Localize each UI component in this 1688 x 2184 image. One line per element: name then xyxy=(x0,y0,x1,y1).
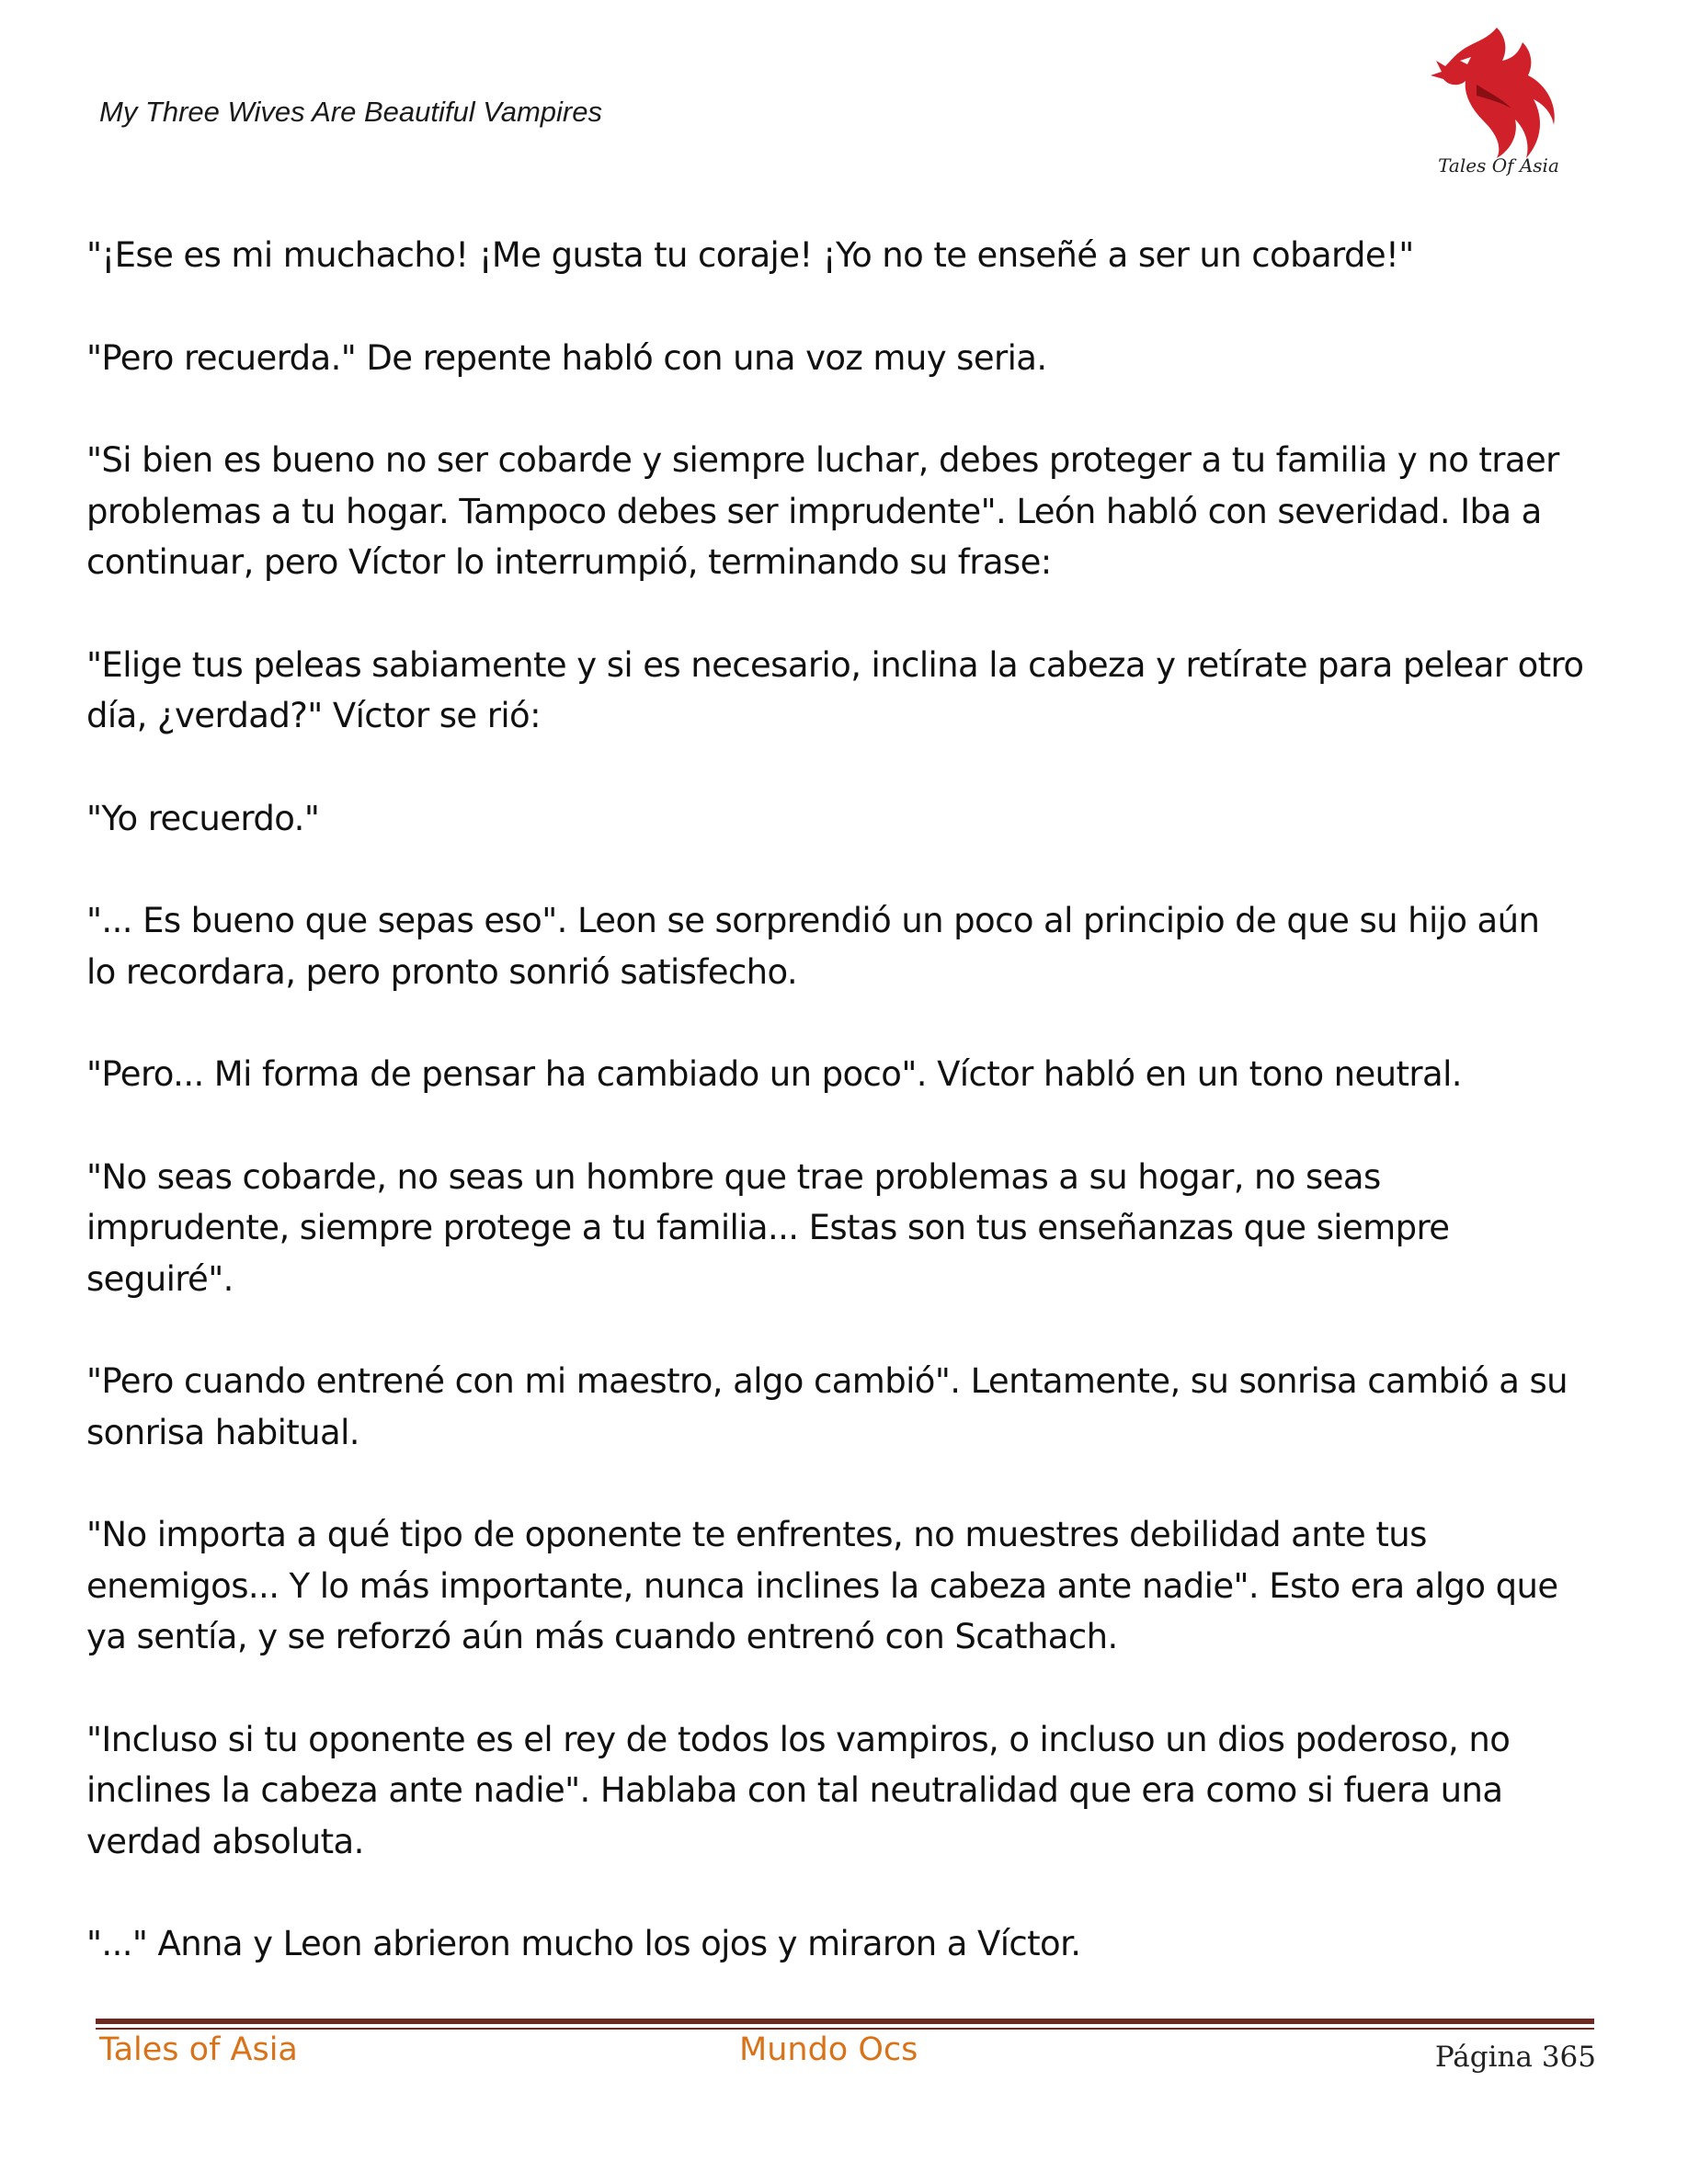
paragraph: "Incluso si tu oponente es el rey de todos los vampiros, o incluso un dios poderoso, no inclines la cabeza ante nadie". Hablaba con tal neutralidad que era como si fuera una verdad absoluta. xyxy=(86,1719,1511,1861)
paragraph: "Si bien es bueno no ser cobarde y siempre luchar, debes proteger a tu familia y no traer problemas a tu hogar. Tampoco debes ser imprudente". León habló con severidad. Iba a continuar, pero Víctor lo interrumpió, terminando su frase: xyxy=(86,440,1559,582)
paragraph: "Elige tus peleas sabiamente y si es necesario, inclina la cabeza y retírate para pelear otro día, ¿verdad?" Víctor se rió: xyxy=(86,644,1584,735)
paragraph: "..." Anna y Leon abrieron mucho los ojos y miraron a Víctor. xyxy=(86,1924,1081,1963)
footer-divider-thin xyxy=(96,2028,1594,2030)
paragraph: "¡Ese es mi muchacho! ¡Me gusta tu coraje! ¡Yo no te enseñé a ser un cobarde!" xyxy=(86,235,1414,275)
paragraph: "No importa a qué tipo de oponente te enfrentes, no muestres debilidad ante tus enemigos... Y lo más importante, nunca inclines la cabeza ante nadie". Esto era algo que ya sentía, y se reforzó aún más cuando entrenó con Scathach. xyxy=(86,1515,1558,1656)
paragraph: "... Es bueno que sepas eso". Leon se sorprendió un poco al principio de que su hijo aún lo recordara, pero pronto sonrió satisfecho. xyxy=(86,901,1540,992)
chapter-text xyxy=(86,230,1603,2021)
footer-group-name: Mundo Ocs xyxy=(739,2031,918,2068)
logo-text: Tales Of Asia xyxy=(1438,154,1559,176)
footer-divider xyxy=(96,2019,1594,2024)
header-title: My Three Wives Are Beautiful Vampires xyxy=(99,96,602,128)
paragraph: "Yo recuerdo." xyxy=(86,798,320,838)
paragraph: "Pero recuerda." De repente habló con una voz muy seria. xyxy=(86,337,1047,378)
footer-site-name: Tales of Asia xyxy=(99,2031,298,2068)
paragraph: "No seas cobarde, no seas un hombre que trae problemas a su hogar, no seas imprudente, siempre protege a tu familia... Estas son tus enseñanzas que siempre seguiré". xyxy=(86,1156,1450,1299)
paragraph: "Pero cuando entrené con mi maestro, algo cambió". Lentamente, su sonrisa cambió a su sonrisa habitual. xyxy=(86,1361,1568,1452)
paragraph: "Pero... Mi forma de pensar ha cambiado un poco". Víctor habló en un tono neutral. xyxy=(86,1054,1462,1094)
page-number: Página 365 xyxy=(1434,2041,1596,2074)
